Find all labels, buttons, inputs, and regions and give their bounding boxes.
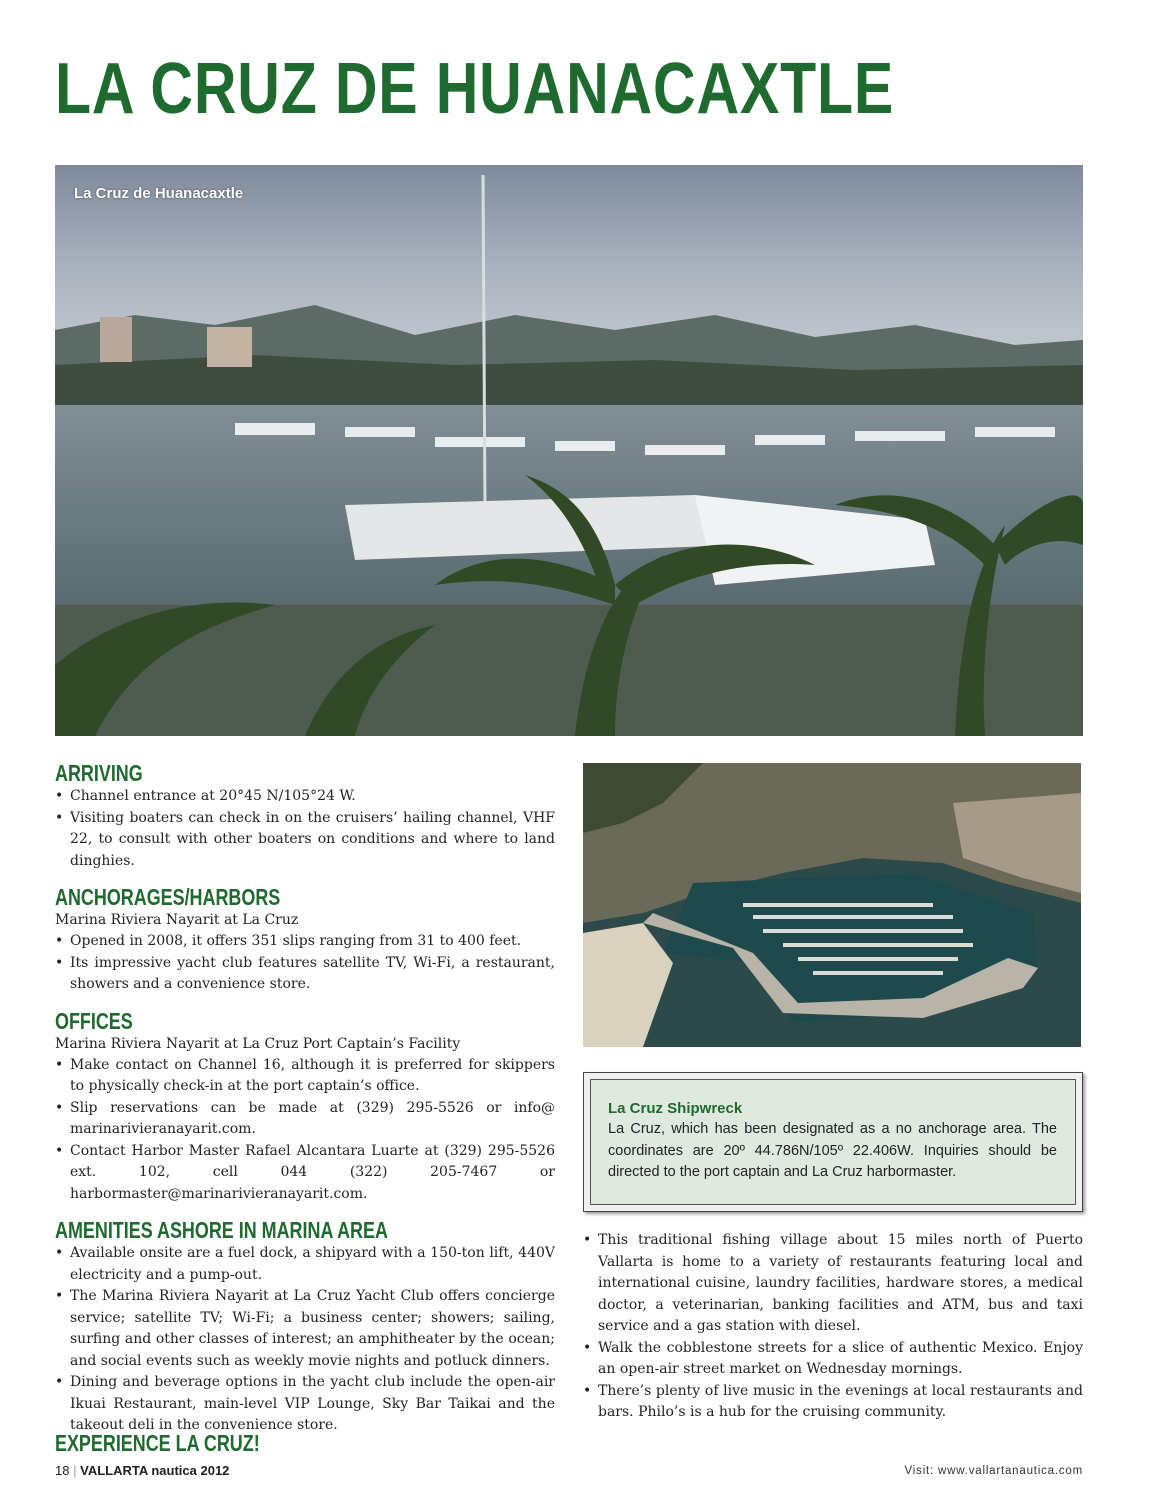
hero-photo [55, 165, 1083, 736]
list-item: • Visiting boaters can check in on the cruisers’ hailing channel, VHF 22, to consult with other boaters on conditions and where to land dinghies. [55, 808, 555, 873]
anchorages-list [55, 931, 555, 996]
aerial-marina-illustration [583, 763, 1081, 1047]
arriving-list [55, 786, 555, 872]
section-experience [55, 1430, 317, 1456]
shipwreck-body: La Cruz, which has been designated as a no anchorage area. The coordinates are 20º 44.786N/105º 22.406W. Inquiries should be directed to the port captain and La Cruz harbormaster. [608, 1121, 1057, 1180]
shipwreck-box [583, 1072, 1083, 1212]
experience-heading: EXPERIENCE LA CRUZ! [55, 1430, 260, 1456]
offices-heading: OFFICES [55, 1007, 133, 1034]
section-amenities [55, 1217, 555, 1437]
website-link[interactable]: Visit: www.vallartanautica.com [904, 1465, 1083, 1477]
list-item: • Opened in 2008, it offers 351 slips ranging from 31 to 400 feet. [55, 931, 555, 953]
list-item: • Contact Harbor Master Rafael Alcantara Luarte at (329) 295-5526 ext. 102, cell 044 (322) 205-7467 or harbormaster@marinarivieranayarit.com. [55, 1141, 555, 1206]
list-item: • Slip reservations can be made at (329) 295-5526 or info@ marinarivieranayarit.com. [55, 1098, 555, 1141]
list-item: • Dining and beverage options in the yacht club include the open-air Ikuai Restaurant, main-level VIP Lounge, Sky Bar Taikai and the takeout deli in the convenience store. [55, 1372, 555, 1437]
section-arriving [55, 760, 555, 872]
list-item: • Channel entrance at 20°45 N/105°24 W. [55, 786, 555, 808]
footer-separator: | [73, 1463, 77, 1478]
section-anchorages [55, 884, 555, 996]
amenities-list [55, 1243, 555, 1437]
arriving-heading: ARRIVING [55, 760, 143, 786]
anchorages-heading: ANCHORAGES/HARBORS [55, 884, 281, 910]
list-item: • Its impressive yacht club features satellite TV, Wi-Fi, a restaurant, showers and a convenience store. [55, 953, 555, 996]
list-item: • The Marina Riviera Nayarit at La Cruz Yacht Club offers concierge service; satellite TV; Wi-Fi; a business center; showers; sailing, surfing and other classes of interest; an amphitheater by the ocean; and social events such as weekly movie nights and potluck dinners. [55, 1286, 555, 1372]
shipwreck-title: La Cruz Shipwreck [608, 1100, 743, 1117]
anchorages-subtitle: Marina Riviera Nayarit at La Cruz [55, 912, 299, 928]
shipwreck-box-inner [590, 1079, 1076, 1205]
aerial-photo [583, 763, 1081, 1047]
village-list [583, 1230, 1083, 1424]
list-item: • There’s plenty of live music in the evenings at local restaurants and bars. Philo’s is a hub for the cruising community. [583, 1381, 1083, 1424]
page-title: LA CRUZ DE HUANACAXTLE [55, 49, 895, 129]
page-footer [55, 1463, 229, 1478]
offices-list [55, 1055, 555, 1206]
page-number: 18 [55, 1463, 70, 1478]
list-item: • Make contact on Channel 16, although it is preferred for skippers to physically check-in at the port captain’s office. [55, 1055, 555, 1098]
section-offices [55, 1008, 555, 1206]
list-item: • Walk the cobblestone streets for a slice of authentic Mexico. Enjoy an open-air street market on Wednesday mornings. [583, 1338, 1083, 1381]
marina-photo-illustration [55, 165, 1083, 736]
hero-caption: La Cruz de Huanacaxtle [74, 185, 244, 202]
amenities-heading: AMENITIES ASHORE IN MARINA AREA [55, 1217, 388, 1243]
offices-subtitle: Marina Riviera Nayarit at La Cruz Port Captain’s Facility [55, 1035, 461, 1052]
publication-name: VALLARTA nautica 2012 [80, 1463, 230, 1478]
right-column [583, 1230, 1083, 1424]
left-column [55, 760, 555, 1437]
list-item: • Available onsite are a fuel dock, a shipyard with a 150-ton lift, 440V electricity and a pump-out. [55, 1243, 555, 1286]
list-item: • This traditional fishing village about 15 miles north of Puerto Vallarta is home to a variety of restaurants featuring local and international cuisine, laundry facilities, hardware stores, a medical doctor, a veterinarian, banking facilities and ATM, bus and taxi service and a gas station with diesel. [583, 1230, 1083, 1338]
